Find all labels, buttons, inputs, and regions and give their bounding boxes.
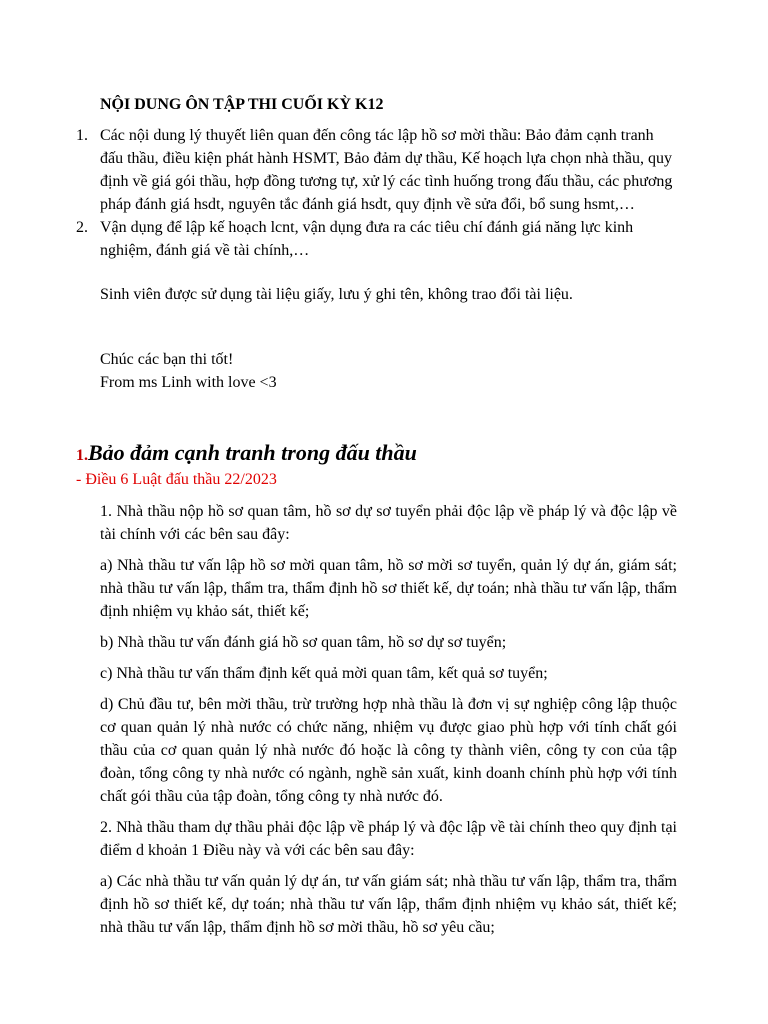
body-paragraph: d) Chủ đầu tư, bên mời thầu, trừ trường hợp nhà thầu là đơn vị sự nghiệp công lập thuộc cơ quan quản lý nhà nước có chức năng, nhiệm vụ được giao phù hợp với tính chất gói thầu của cơ quan quản lý nhà nước đó hoặc là công ty thành viên, công ty con của tập đoàn, tổng công ty nhà nước có ngành, nghề sản xuất, kinh doanh chính phù hợp với tính chất gói thầu của tập đoàn, tổng công ty nhà nước đó.	[100, 696, 677, 805]
body-paragraph: b) Nhà thầu tư vấn đánh giá hồ sơ quan tâm, hồ sơ dự sơ tuyển;	[100, 634, 507, 651]
section-number: 1.	[76, 447, 88, 464]
review-item	[76, 216, 680, 262]
closing-message	[100, 348, 680, 394]
review-item-number: 2.	[76, 219, 88, 236]
body-paragraph: 1. Nhà thầu nộp hồ sơ quan tâm, hồ sơ dự sơ tuyển phải độc lập về pháp lý và độc lập về tài chính với các bên sau đây:	[100, 503, 677, 543]
body-paragraph: 2. Nhà thầu tham dự thầu phải độc lập về pháp lý và độc lập về tài chính theo quy định tại điểm d khoản 1 Điều này và với các bên sau đây:	[100, 819, 677, 859]
body-paragraph: a) Nhà thầu tư vấn lập hồ sơ mời quan tâm, hồ sơ mời sơ tuyển, quản lý dự án, giám sát; nhà thầu tư vấn lập, thẩm tra, thẩm định hồ sơ thiết kế, dự toán; nhà thầu tư vấn lập, thẩm định nhiệm vụ khảo sát, thiết kế;	[100, 557, 677, 620]
review-item-text: Các nội dung lý thuyết liên quan đến công tác lập hồ sơ mời thầu: Bảo đảm cạnh tranh đấu thầu, điều kiện phát hành HSMT, Bảo đảm dự thầu, Kế hoạch lựa chọn nhà thầu, quy định về giá gói thầu, hợp đồng tương tự, xử lý các tình huống trong đấu thầu, các phương pháp đánh giá hsdt, nguyên tắc đánh giá hsdt, quy định về sửa đổi, bổ sung hsmt,…	[100, 127, 673, 213]
section-body	[100, 500, 677, 947]
review-item	[76, 124, 680, 216]
exam-note: Sinh viên được sử dụng tài liệu giấy, lưu ý ghi tên, không trao đổi tài liệu.	[100, 286, 573, 303]
body-paragraph: a) Các nhà thầu tư vấn quản lý dự án, tư vấn giám sát; nhà thầu tư vấn lập, thẩm tra, thẩm định hồ sơ thiết kế, dự toán; nhà thầu tư vấn lập, thẩm định nhiệm vụ khảo sát, thiết kế; nhà thầu tư vấn lập, thẩm định hồ sơ mời thầu, hồ sơ yêu cầu;	[100, 873, 677, 936]
section-title: Bảo đảm cạnh tranh trong đấu thầu	[88, 440, 417, 465]
review-item-number: 1.	[76, 127, 88, 144]
closing-line: Chúc các bạn thi tốt!	[100, 351, 234, 368]
body-paragraph: c) Nhà thầu tư vấn thẩm định kết quả mời quan tâm, kết quả sơ tuyển;	[100, 665, 548, 682]
review-item-text: Vận dụng để lập kế hoạch lcnt, vận dụng đưa ra các tiêu chí đánh giá năng lực kinh nghiệm, đánh giá về tài chính,…	[100, 219, 634, 259]
law-reference: - Điều 6 Luật đấu thầu 22/2023	[76, 471, 277, 488]
review-list	[76, 124, 680, 262]
closing-line: From ms Linh with love <3	[100, 374, 277, 391]
section-heading	[76, 438, 417, 471]
document-title: NỘI DUNG ÔN TẬP THI CUỐI KỲ K12	[100, 96, 384, 113]
